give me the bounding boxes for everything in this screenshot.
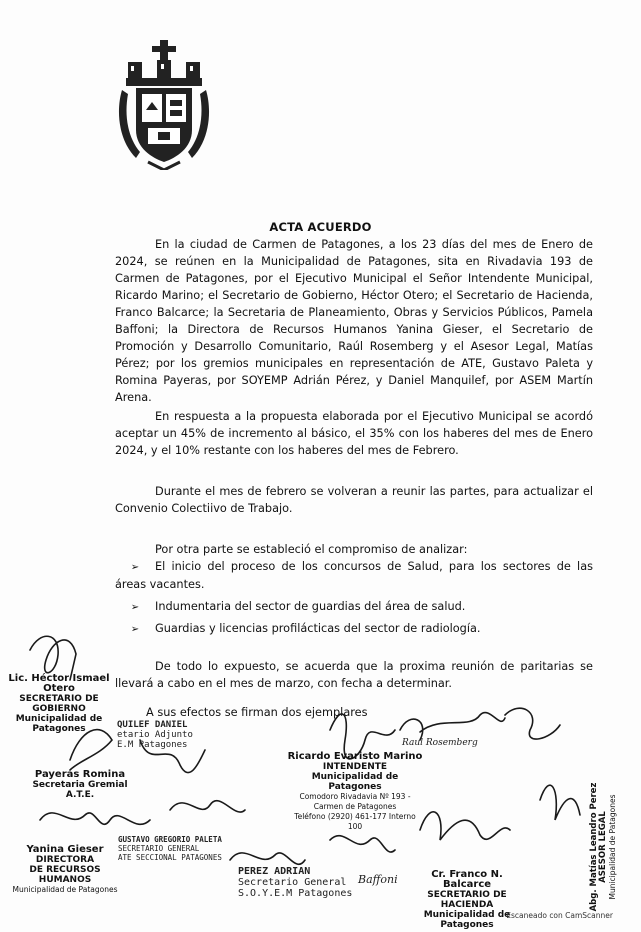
signature-paleta: GUSTAVO GREGORIO PALETA SECRETARIO GENERAL ATE SECCIONAL PATAGONES <box>118 835 222 862</box>
paragraph-february: Durante el mes de febrero se volveran a reunir las partes, para actualizar el Convenio Colectiivo de Trabajo. <box>115 485 593 515</box>
handwritten-baffoni: Baffoni <box>358 873 398 886</box>
signature-gieser: Yanina Gieser DIRECTORA DE RECURSOS HUMANOS Municipalidad de Patagones <box>12 844 118 894</box>
signature-payeras: Payeras Romina Secretaria Gremial A.T.E. <box>32 769 128 800</box>
paragraph-closing: De todo lo expuesto, se acuerda que la proxima reunión de paritarias se llevará a cabo en el mes de marzo, con fecha a determinar. <box>115 660 593 690</box>
bullet-item: ➢ Indumentaria del sector de guardias del área de salud. <box>115 598 593 616</box>
signature-marino: Ricardo Evaristo Marino INTENDENTE Municipalidad de Patagones Comodoro Rivadavia Nº 193 - Carmen de Patagones Teléfono (2920) 461-177 Interno 100 <box>287 751 423 831</box>
bullet-item: ➢ El inicio del proceso de los concursos de Salud, para los sectores de las áreas vacantes. <box>115 560 593 591</box>
signature-otero: Lic. Héctor Ismael Otero SECRETARIO DE GOBIERNO Municipalidad de Patagones <box>8 673 110 734</box>
signature-perez-adrian: PEREZ ADRIAN Secretario General S.O.Y.E.M Patagones <box>238 866 353 899</box>
document-title: ACTA ACUERDO <box>269 220 372 234</box>
signature-manquilef: QUILEF DANIEL etario Adjunto E.M Patagones <box>117 720 193 750</box>
bullet-item: ➢ Guardias y licencias profilácticas del sector de radiología. <box>115 620 593 638</box>
sign-line: A sus efectos se firman dos ejemplares <box>146 706 368 719</box>
signature-perez-matias: Abg. Matías Leandro Perez ASESOR LEGAL Municipalidad de Patagones <box>589 782 617 912</box>
paragraph-commitment: Por otra parte se estableció el compromiso de analizar: <box>155 543 468 556</box>
arrow-bullet-icon: ➢ <box>130 562 140 573</box>
municipal-coat-of-arms-logo <box>118 40 210 170</box>
paragraph-intro: En la ciudad de Carmen de Patagones, a los 23 días del mes de Enero de 2024, se reúnen en la Municipalidad de Patagones, sita en Rivadavia 193 de Carmen de Patagones, por el Ejecutivo Municipal el Señor Intendente Municipal, Ricardo Marino; el Secretario de Gobierno, Héctor Otero; el Secretario de Hacienda, Franco Balcarce; la Secretaria de Planeamiento, Obras y Servicios Públicos, Pamela Baffoni; la Directora de Recursos Humanos Yanina Gieser, el Secretario de Promoción y Desarrollo Comunitario, Raúl Rosemberg y el Asesor Legal, Matías Pérez; por los gremios municipales en representación de ATE, Gustavo Paleta y Romina Payeras, por SOYEMP Adrián Pérez, y Daniel Manquilef, por ASEM Martín Arena. <box>115 238 593 404</box>
scanner-footer: Escaneado con CamScanner <box>506 911 613 920</box>
handwritten-rosemberg: Raul Rosemberg <box>402 738 478 748</box>
signature-balcarce: Cr. Franco N. Balcarce SECRETARIO DE HACIENDA Municipalidad de Patagones <box>423 869 511 930</box>
arrow-bullet-icon: ➢ <box>130 602 140 613</box>
paragraph-agreement: En respuesta a la propuesta elaborada por el Ejecutivo Municipal se acordó aceptar un 45% de incremento al básico, el 35% con los haberes del mes de Enero 2024, y el 10% restante con los haberes del mes de Febrero. <box>115 410 593 457</box>
arrow-bullet-icon: ➢ <box>130 624 140 635</box>
